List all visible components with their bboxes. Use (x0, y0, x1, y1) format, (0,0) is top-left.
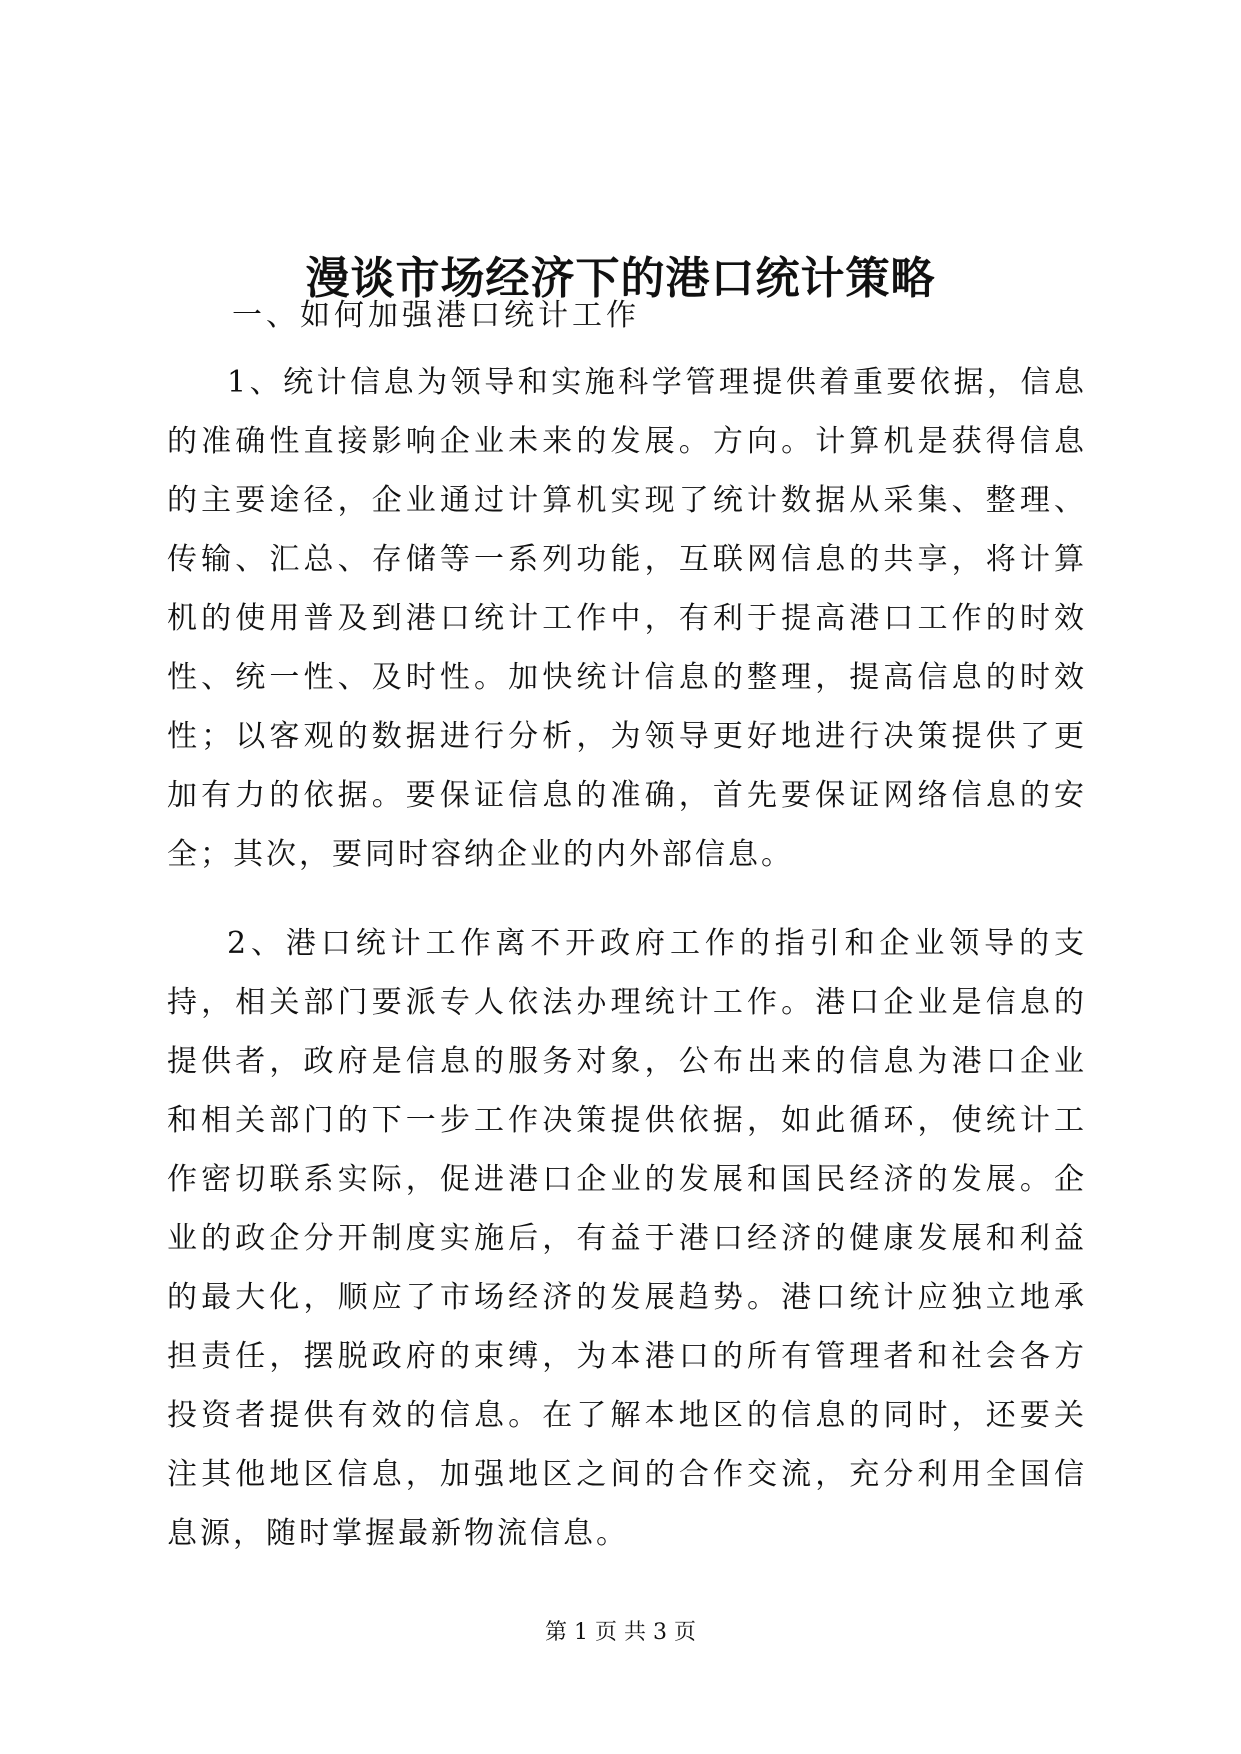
document-title: 漫谈市场经济下的港口统计策略 (305, 253, 936, 305)
page-footer: 第 1 页 共 3 页 (545, 1620, 696, 1645)
section-heading: 一、如何加强港口统计工作 (232, 298, 640, 333)
paragraph-2: 2、港口统计工作离不开政府工作的指引和企业领导的支持，相关部门要派专人依法办理统计工作。港口企业是信息的提供者，政府是信息的服务对象，公布出来的信息为港口企业和相关部门的下一步工作决策提供依据，如此循环，使统计工作密切联系实际，促进港口企业的发展和国民经济的发展。企业的政企分开制度实施后，有益于港口经济的健康发展和利益的最大化，顺应了市场经济的发展趋势。港口统计应独立地承担责任，摆脱政府的束缚，为本港口的所有管理者和社会各方投资者提供有效的信息。在了解本地区的信息的同时，还要关注其他地区信息，加强地区之间的合作交流，充分利用全国信息源，随时掌握最新物流信息。 (167, 926, 1087, 1551)
paragraph-1: 1、统计信息为领导和实施科学管理提供着重要依据，信息的准确性直接影响企业未来的发展。方向。计算机是获得信息的主要途径，企业通过计算机实现了统计数据从采集、整理、传输、汇总、存储等一系列功能，互联网信息的共享，将计算机的使用普及到港口统计工作中，有利于提高港口工作的时效性、统一性、及时性。加快统计信息的整理，提高信息的时效性；以客观的数据进行分析，为领导更好地进行决策提供了更加有力的依据。要保证信息的准确，首先要保证网络信息的安全；其次，要同时容纳企业的内外部信息。 (167, 365, 1087, 872)
